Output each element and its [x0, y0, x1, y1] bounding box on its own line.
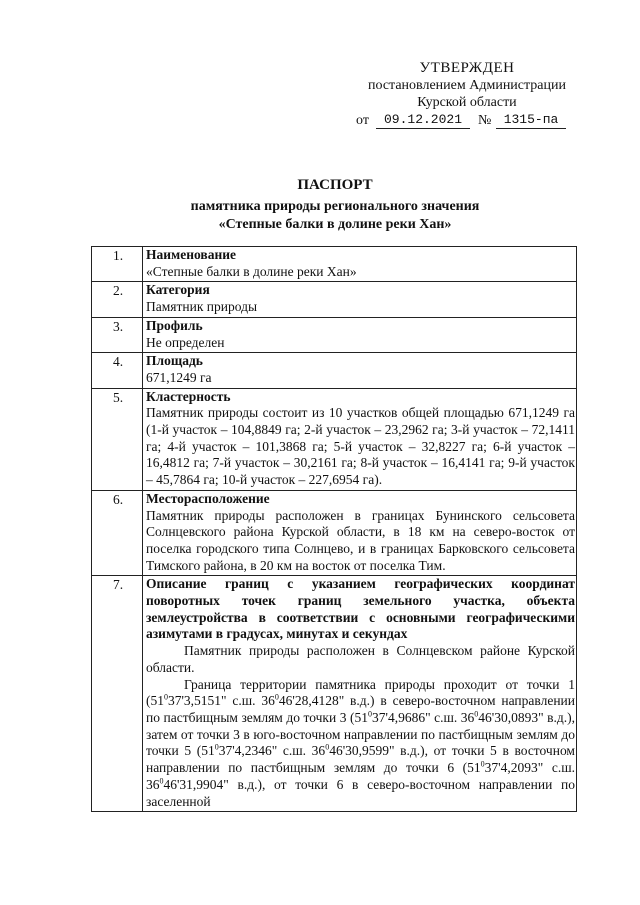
table-row [92, 282, 577, 317]
approval-line-2: Курской области [417, 95, 517, 110]
row-paragraph-2: Граница территории памятника природы проходит от точки 1 ($51^037'3,5151$" с.ш. $36^046'28,4128$" в.д.) в северо-восточном направлении по пастбищным землям до точки 3 ($51^037'4,9686$" с.ш. $36^046'30,0893$" в.д.), затем от точки 3 в юго-восточном направлении по пастбищным землям до точки 5 ($51^037'4,2346$" с.ш. $36^046'30,9599$" в.д.), от точки 5 в восточном направлении по пастбищным землям до точки 6 ($51^037'4,2093$" с.ш. $36^046'31,9904$" в.д.), от точки 6 в северо-восточном направлении по заселенной [146, 676, 575, 809]
table-row [92, 576, 577, 812]
table-row [92, 353, 577, 388]
approval-date-row [352, 112, 582, 130]
document-subtitle-1: памятника природы регионального значения [190, 199, 480, 214]
row-text: Не определен [146, 334, 225, 350]
row-number: 6. [92, 490, 143, 576]
row-number: 4. [92, 353, 143, 388]
row-number: 1. [92, 247, 143, 282]
passport-table [91, 246, 577, 812]
number-prefix: № [478, 113, 492, 128]
approval-line-1: постановлением Администрации [368, 78, 566, 93]
row-text: Памятник природы состоит из 10 участков общей площадью 671,1249 га (1-й участок – 104,8849 га; 2-й участок – 23,2962 га; 3-й участок – 72,1411 га; 4-й участок – 101,3868 га; 5-й участок – 32,8227 га; 6-й участок – 16,4812 га; 7-й участок – 30,2161 га; 8-й участок – 16,4141 га; 9-й участок – 45,7864 га; 10-й участок – 227,6954 га). [146, 405, 575, 488]
approval-date: 09.12.2021 [376, 112, 470, 129]
row-content [143, 490, 577, 576]
row-content [143, 353, 577, 388]
row-text: Памятник природы [146, 299, 258, 315]
document-title: ПАСПОРТ [297, 177, 373, 193]
table-row [92, 388, 577, 490]
row-label: Месторасположение [146, 490, 270, 506]
row-number: 2. [92, 282, 143, 317]
row-label: Описание границ с указанием географических координат поворотных точек границ земельного участка, объекта землеустройства в соответствии с основными географическими азимутами в градусах, минутах и секундах [146, 576, 575, 642]
table-row [92, 317, 577, 352]
document-subtitle-2: «Степные балки в долине реки Хан» [218, 217, 452, 232]
row-content [143, 576, 577, 812]
row-text: 671,1249 га [146, 369, 212, 385]
row-number: 5. [92, 388, 143, 490]
row-label: Категория [146, 282, 210, 298]
approval-title: УТВЕРЖДЕН [419, 60, 515, 76]
row-label: Площадь [146, 353, 203, 369]
row-paragraph-1: Памятник природы расположен в Солнцевском районе Курской области. [146, 643, 575, 675]
approval-number: 1315-па [496, 112, 566, 129]
table-row [92, 490, 577, 576]
row-label: Кластерность [146, 388, 231, 404]
table-row [92, 247, 577, 282]
from-prefix: от [356, 113, 369, 128]
row-content [143, 247, 577, 282]
row-label: Наименование [146, 247, 236, 262]
row-content [143, 388, 577, 490]
row-content [143, 317, 577, 352]
document-heading [150, 176, 520, 234]
row-text: Памятник природы расположен в границах Бунинского сельсовета Солнцевского района Курской области, в 18 км на северо-восток от поселка городского типа Солнцево, и в границах Барковского сельсовета Тимского района, в 20 км на восток от поселка Тим. [146, 507, 575, 573]
approval-block [352, 60, 582, 130]
row-text: «Степные балки в долине реки Хан» [146, 263, 357, 279]
row-label: Профиль [146, 317, 203, 333]
row-number: 7. [92, 576, 143, 812]
row-content [143, 282, 577, 317]
row-number: 3. [92, 317, 143, 352]
